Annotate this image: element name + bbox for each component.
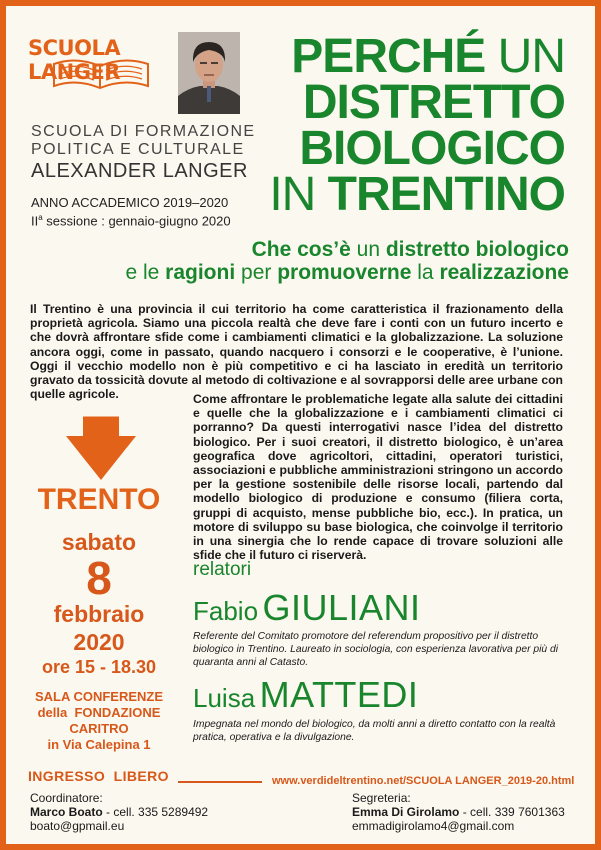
event-time: ore 15 - 18.30 <box>41 657 157 677</box>
title-line-3: BIOLOGICO <box>299 122 565 175</box>
coordinator-label: Coordinatore: <box>30 791 103 805</box>
speaker-first-name: Luisa <box>193 683 256 713</box>
school-name <box>31 123 256 183</box>
school-logo <box>28 36 173 96</box>
subtitle-part: ragioni <box>165 261 236 284</box>
venue-line-3: CARITRO <box>69 721 129 736</box>
speaker-bio: Impegnata nel mondo del biologico, da molti anni a diretto contatto con la realtà pratica, operativa e la divulgazione. <box>193 719 556 743</box>
title-line-4 <box>269 168 565 221</box>
title-word-un: UN <box>497 30 565 83</box>
subtitle <box>16 238 569 284</box>
free-entry-label: INGRESSO LIBERO <box>28 768 169 784</box>
venue-line-2: della FONDAZIONE <box>37 705 161 720</box>
speakers-heading: relatori <box>193 559 252 580</box>
subtitle-line-1 <box>16 238 569 261</box>
speaker-last-name: GIULIANI <box>262 587 421 628</box>
speaker-name <box>193 587 421 629</box>
subtitle-part: la <box>411 261 440 284</box>
session-superscript: a <box>38 213 43 222</box>
intro-paragraph: Il Trentino è una provincia il cui territorio ha come caratteristica il frazionamento della proprietà agricola. Siamo una piccola realtà che deve fare i conti con un futuro incerto e che dovrà affrontare sfide come i cambiamenti climatici e la globalizzazione. La soluzione ancora oggi, come in passato, quando nacquero i consorzi e le cooperative, è l’unione. Oggi il vecchio modello non è più competitivo e ci ha lasciato in eredità un territorio gravato da tossicità dovute al metodo di coltivazione e al sovrapporsi delle aree urbane con quelle agricole. <box>30 302 563 402</box>
speaker-bio: Referente del Comitato promotore del referendum propositivo per il distretto biologico in Trentino. Laureato in sociologia, con esperienza lavorativa per più di quaranta anni al Catasto. <box>193 631 558 668</box>
portrait-photo <box>178 32 240 114</box>
coordinator-name: Marco Boato <box>30 805 103 819</box>
secretariat-line <box>352 805 565 819</box>
body-paragraph: Come affrontare le problematiche legate alla salute dei cittadini e quelle che la globalizzazione e i cambiamenti climatici ci porranno? Da questi interrogativi nasce l’idea del distretto biologico. Per i suoi creatori, il distretto biologico, è un’area geografica dove agricoltori, cittadini, operatori turistici, associazioni e pubbliche amministrazioni stringono un accordo per la gestione sostenibile delle risorse locali, partendo dal modello biologico di produzione e consumo (filiera corta, gruppi di acquisto, mense pubbliche bio, ecc.). In pratica, un motore di sviluppo su base biologica, che coinvolge il territorio in una sinergia che lo rende capace di trovare soluzioni alle sfide che il futuro ci riserverà. <box>193 392 563 563</box>
logo-text: SCUOLA LANGER <box>28 36 121 84</box>
academic-info <box>31 195 231 228</box>
subtitle-part: Che cos’è <box>251 238 351 261</box>
event-date <box>24 528 174 678</box>
title-word-trentino: TRENTINO <box>327 168 565 221</box>
main-title <box>269 30 565 221</box>
secretariat-contact <box>352 791 565 833</box>
secretariat-label: Segreteria: <box>352 791 411 805</box>
subtitle-part: realizzazione <box>439 261 569 284</box>
school-line-1: SCUOLA DI FORMAZIONE <box>31 123 256 140</box>
open-book-icon <box>46 58 156 90</box>
secretariat-email[interactable]: emmadigirolamo4@gmail.com <box>352 819 515 833</box>
divider-line <box>178 781 262 783</box>
title-word-in: IN <box>269 168 316 221</box>
event-city: TRENTO <box>37 483 161 516</box>
subtitle-part: distretto biologico <box>385 238 569 261</box>
event-weekday: sabato <box>61 529 137 555</box>
coordinator-contact <box>30 791 208 833</box>
academic-year: ANNO ACCADEMICO 2019–2020 <box>31 195 229 210</box>
session-number: II <box>31 213 39 229</box>
subtitle-line-2 <box>16 261 569 284</box>
title-word-perche: PERCHÉ <box>291 30 486 83</box>
secretariat-name: Emma Di Girolamo <box>352 805 460 819</box>
session-info <box>31 210 231 228</box>
speaker-name <box>193 674 418 716</box>
speaker-first-name: Fabio <box>193 596 259 626</box>
subtitle-part: un <box>350 238 386 261</box>
title-line-2: DISTRETTO <box>302 76 565 129</box>
subtitle-part: promuoverne <box>277 261 412 284</box>
title-line-1 <box>269 30 565 83</box>
event-venue <box>24 689 174 753</box>
venue-line-1: SALA CONFERENZE <box>34 689 164 704</box>
school-line-2: POLITICA E CULTURALE <box>31 141 245 158</box>
website-link[interactable]: www.verdideltrentino.net/SCUOLA LANGER_2019-20.html <box>272 775 575 787</box>
event-day: 8 <box>86 552 112 604</box>
portrait-image <box>178 32 240 114</box>
down-arrow-icon <box>66 416 136 480</box>
speaker-last-name: MATTEDI <box>259 674 419 715</box>
session-dates: sessione : gennaio-giugno 2020 <box>42 213 231 229</box>
secretariat-phone: - cell. 339 7601363 <box>459 805 565 819</box>
coordinator-phone: - cell. 335 5289492 <box>102 805 209 819</box>
event-year: 2020 <box>73 629 125 655</box>
venue-line-4: in Via Calepina 1 <box>47 737 151 752</box>
coordinator-email[interactable]: boato@gpmail.eu <box>30 819 125 833</box>
school-line-3: ALEXANDER LANGER <box>31 160 248 182</box>
subtitle-part: per <box>235 261 278 284</box>
subtitle-part: e le <box>125 261 166 284</box>
coordinator-line <box>30 805 208 819</box>
event-month: febbraio <box>53 601 145 627</box>
